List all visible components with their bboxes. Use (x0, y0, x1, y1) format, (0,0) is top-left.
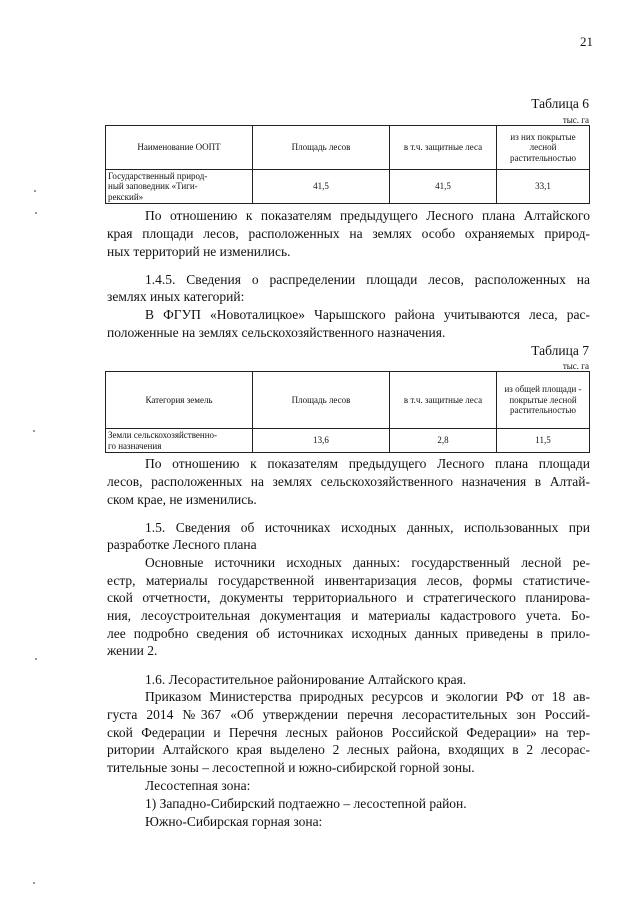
table-cell: 41,5 (390, 170, 497, 204)
zone-heading: Лесостепная зона: (145, 778, 251, 793)
page-number: 21 (580, 34, 593, 49)
table-7-caption: Таблица 7 (531, 343, 589, 358)
paragraph-line: В ФГУП «Новоталицкое» Чарышского района учитываются леса, рас- (145, 307, 590, 322)
table-cell: 33,1 (497, 170, 590, 204)
paragraph-line: положенные на землях сельскохозяйственного назначения. (107, 325, 446, 340)
paragraph-line: ской Федерации и Перечня лесных районов Российской Федерации» на тер- (107, 725, 590, 740)
scan-speck (35, 212, 37, 214)
paragraph-line: края площади лесов, расположенных на землях особо охраняемых природ- (107, 226, 590, 241)
table-cell: 11,5 (497, 429, 590, 453)
table-6-unit: тыс. га (562, 115, 589, 125)
scan-speck (33, 882, 35, 884)
table-header-cell: Категория земель (106, 372, 253, 429)
zone-list-item: 1) Западно-Сибирский подтаежно – лесостепной район. (145, 796, 467, 811)
section-heading-line: 1.4.5. Сведения о распределении площади лесов, расположенных на (145, 272, 590, 287)
table-cell: 2,8 (390, 429, 497, 453)
table-header-cell: Наименование ООПТ (106, 126, 253, 170)
table-cell-name (106, 429, 253, 453)
paragraph-line: лесов, расположенных на землях сельскохозяйственного назначения в Алтай- (107, 474, 590, 489)
table-header-row (106, 372, 590, 429)
paragraph-line: ритории Алтайского края выделено 2 лесных района, входящих в 2 лесорас- (107, 742, 590, 757)
table-header-cell: в т.ч. защитные леса (390, 126, 497, 170)
section-heading-line: разработке Лесного плана (107, 537, 257, 552)
table-cell: 13,6 (253, 429, 390, 453)
table-row (106, 170, 590, 204)
table-header-row (106, 126, 590, 170)
cell-line: Земли сельскохозяйственно- (108, 430, 218, 440)
paragraph-line: ных территорий не изменились. (107, 244, 291, 259)
cell-line: го назначения (108, 440, 162, 451)
table-header-cell: Площадь лесов (253, 126, 390, 170)
paragraph-line: лее подробно сведения об источниках исходных данных приведены в прило- (107, 626, 590, 641)
paragraph-line: ния, лесоустроительная документация и материалы кадастрового учета. Бо- (107, 608, 590, 623)
paragraph-line: тительные зоны – лесостепной и южно-сибирской горной зоны. (107, 760, 475, 775)
zone-heading: Южно-Сибирская горная зона: (145, 814, 323, 829)
cell-line: Государственный природ- (108, 170, 208, 181)
table-7-unit: тыс. га (562, 361, 589, 371)
table-header-cell: из них покрытые лесной растительностью (497, 126, 590, 170)
table-cell: 41,5 (253, 170, 390, 204)
table-row (106, 429, 590, 453)
paragraph-line: Основные источники исходных данных: государственный лесной ре- (145, 555, 590, 570)
section-heading-line: 1.5. Сведения об источниках исходных данных, использованных при (145, 520, 590, 535)
paragraph-line: ском крае, не изменились. (107, 492, 257, 507)
paragraph-line: Приказом Министерства природных ресурсов и экологии РФ от 18 ав- (145, 689, 590, 704)
table-header-cell: из общей площади - покрытые лесной растительностью (497, 372, 590, 429)
cell-line: рекский» (108, 191, 144, 202)
paragraph-line: густа 2014 №367 «Об утверждении перечня лесорастительных зон Россий- (107, 707, 590, 722)
paragraph-line: ской отчетности, документы территориального и стратегического планирова- (107, 590, 590, 605)
table-header-cell: в т.ч. защитные леса (390, 372, 497, 429)
section-heading: 1.6. Лесорастительное районирование Алтайского края. (145, 672, 467, 687)
table-header-cell: Площадь лесов (253, 372, 390, 429)
scan-speck (34, 190, 36, 192)
paragraph-line: естр, материалы государственной инвентаризация лесов, формы статистиче- (107, 573, 590, 588)
table-cell-name (106, 170, 253, 204)
cell-line: ный заповедник «Тиги- (108, 181, 198, 192)
section-heading-line: землях иных категорий: (107, 289, 245, 304)
paragraph-line: По отношению к показателям предыдущего Лесного плана Алтайского (145, 208, 590, 223)
paragraph-line: жении 2. (107, 643, 158, 658)
paragraph-line: По отношению к показателям предыдущего Лесного плана площади (145, 456, 590, 471)
table-6 (105, 125, 590, 204)
scan-speck (35, 658, 37, 660)
table-7 (105, 371, 590, 453)
scan-speck (33, 430, 35, 432)
table-6-caption: Таблица 6 (531, 96, 589, 111)
